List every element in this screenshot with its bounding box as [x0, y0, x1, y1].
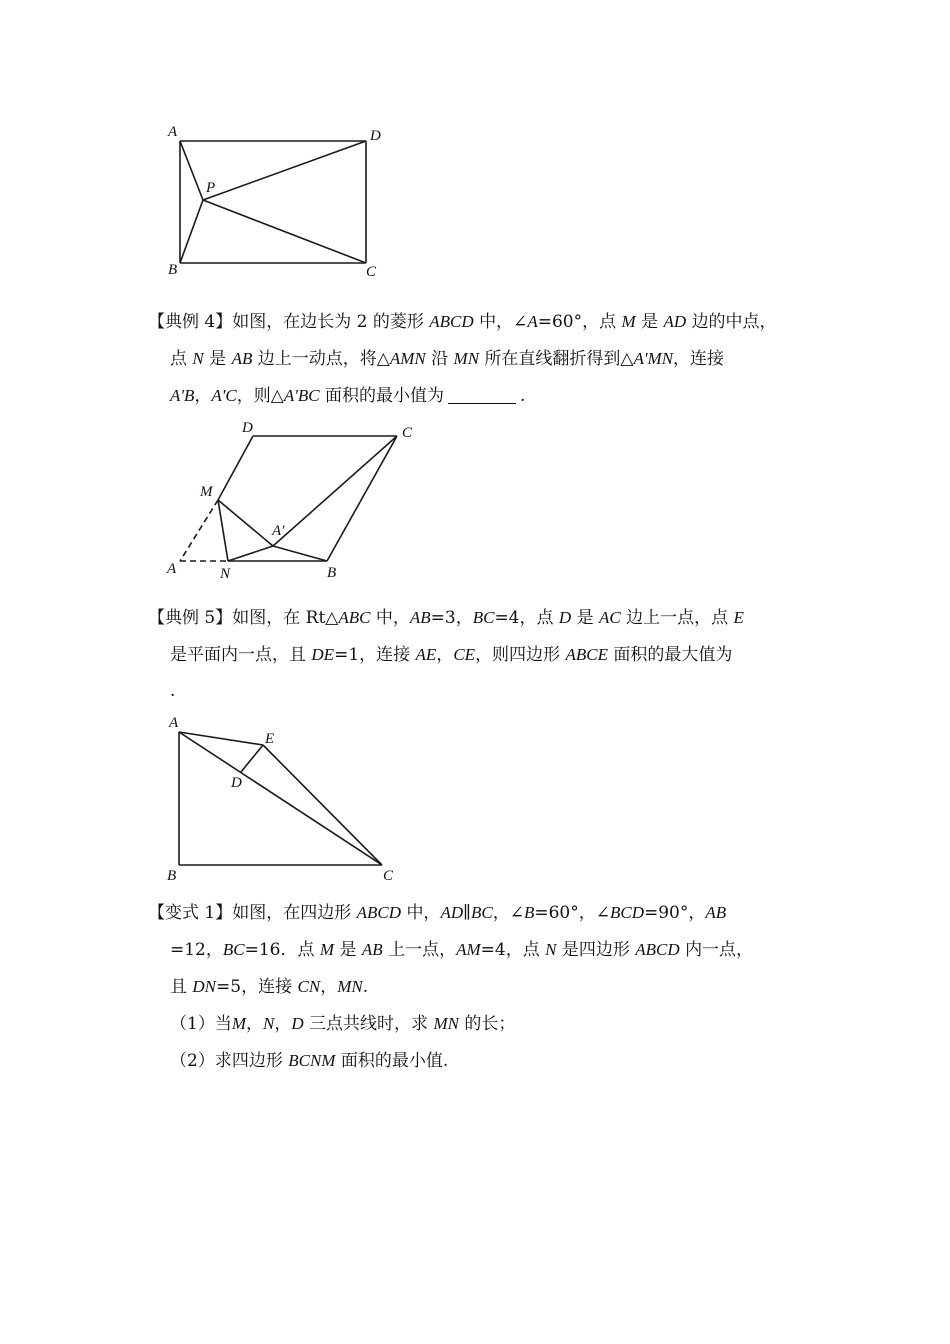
problem-tag: 【变式 1】 [148, 903, 233, 923]
segment-na-prime [228, 546, 273, 561]
problem-tag: 【典例 4】 [148, 312, 233, 332]
label-n: N [220, 566, 231, 582]
label-a: A [168, 124, 178, 140]
label-d: D [231, 775, 242, 791]
segment-bc [327, 436, 397, 561]
segment-a-prime-b [273, 546, 327, 561]
label-e: E [265, 731, 275, 747]
segment-a-prime-c [273, 436, 397, 546]
variant-1: 【变式 1】如图，在四边形 ABCD 中，AD∥BC，∠B=60°，∠BCD=90°，AB =12，BC=16．点 M 是 AB 上一点，AM=4，点 N 是四边形 ABCD 内一点， 且 DN=5，连接 CN，MN. （1）当M，N，D 三点共线时，求 MN 的长； （2）求四边形 BCNM 面积的最小值. [148, 894, 818, 1079]
label-b: B [167, 868, 177, 884]
label-c: C [366, 264, 377, 280]
segment-ae [179, 732, 263, 745]
segment-pc [203, 200, 366, 263]
problem-5: 【典例 5】如图，在 Rt△ABC 中，AB=3，BC=4，点 D 是 AC 边上一点，点 E 是平面内一点，且 DE=1，连接 AE，CE，则四边形 ABCE 面积的最大值为 . [148, 608, 744, 701]
segment-pa [180, 141, 203, 200]
label-c: C [402, 425, 413, 441]
figure-rhombus-fold [160, 415, 430, 585]
label-a: A [167, 561, 177, 577]
segment-pb [180, 200, 203, 263]
segment-ac [179, 732, 382, 865]
segment-dm [218, 436, 253, 500]
label-b: B [327, 565, 337, 581]
figure-rectangle-abcd [160, 118, 400, 283]
problem-tag: 【典例 5】 [148, 608, 233, 628]
segment-ma-dashed [180, 500, 218, 561]
label-a-prime: A′ [272, 523, 285, 539]
segment-pd [203, 141, 366, 200]
segment-mn [218, 500, 228, 561]
label-b: B [168, 262, 178, 278]
label-a: A [169, 715, 179, 731]
question-2: （2）求四边形 BCNM 面积的最小值. [170, 1051, 449, 1071]
segment-ec [263, 745, 382, 865]
figure-right-triangle [160, 710, 410, 885]
label-m: M [200, 484, 213, 500]
problem-4: 【典例 4】如图，在边长为 2 的菱形 ABCD 中，∠A=60°，点 M 是 AD 边的中点， 点 N 是 AB 边上一动点，将△AMN 沿 MN 所在直线翻折得到△A'MN，连接 A'B，A'C，则△A'BC 面积的最小值为 . [148, 312, 777, 406]
segment-de [241, 745, 263, 772]
answer-blank[interactable] [448, 385, 516, 404]
label-p: P [206, 180, 216, 196]
question-1: （1）当M，N，D 三点共线时，求 MN 的长； [170, 1014, 516, 1034]
segment-ma-prime [218, 500, 273, 546]
label-c: C [383, 868, 394, 884]
label-d: D [370, 128, 381, 144]
label-d: D [242, 420, 253, 436]
